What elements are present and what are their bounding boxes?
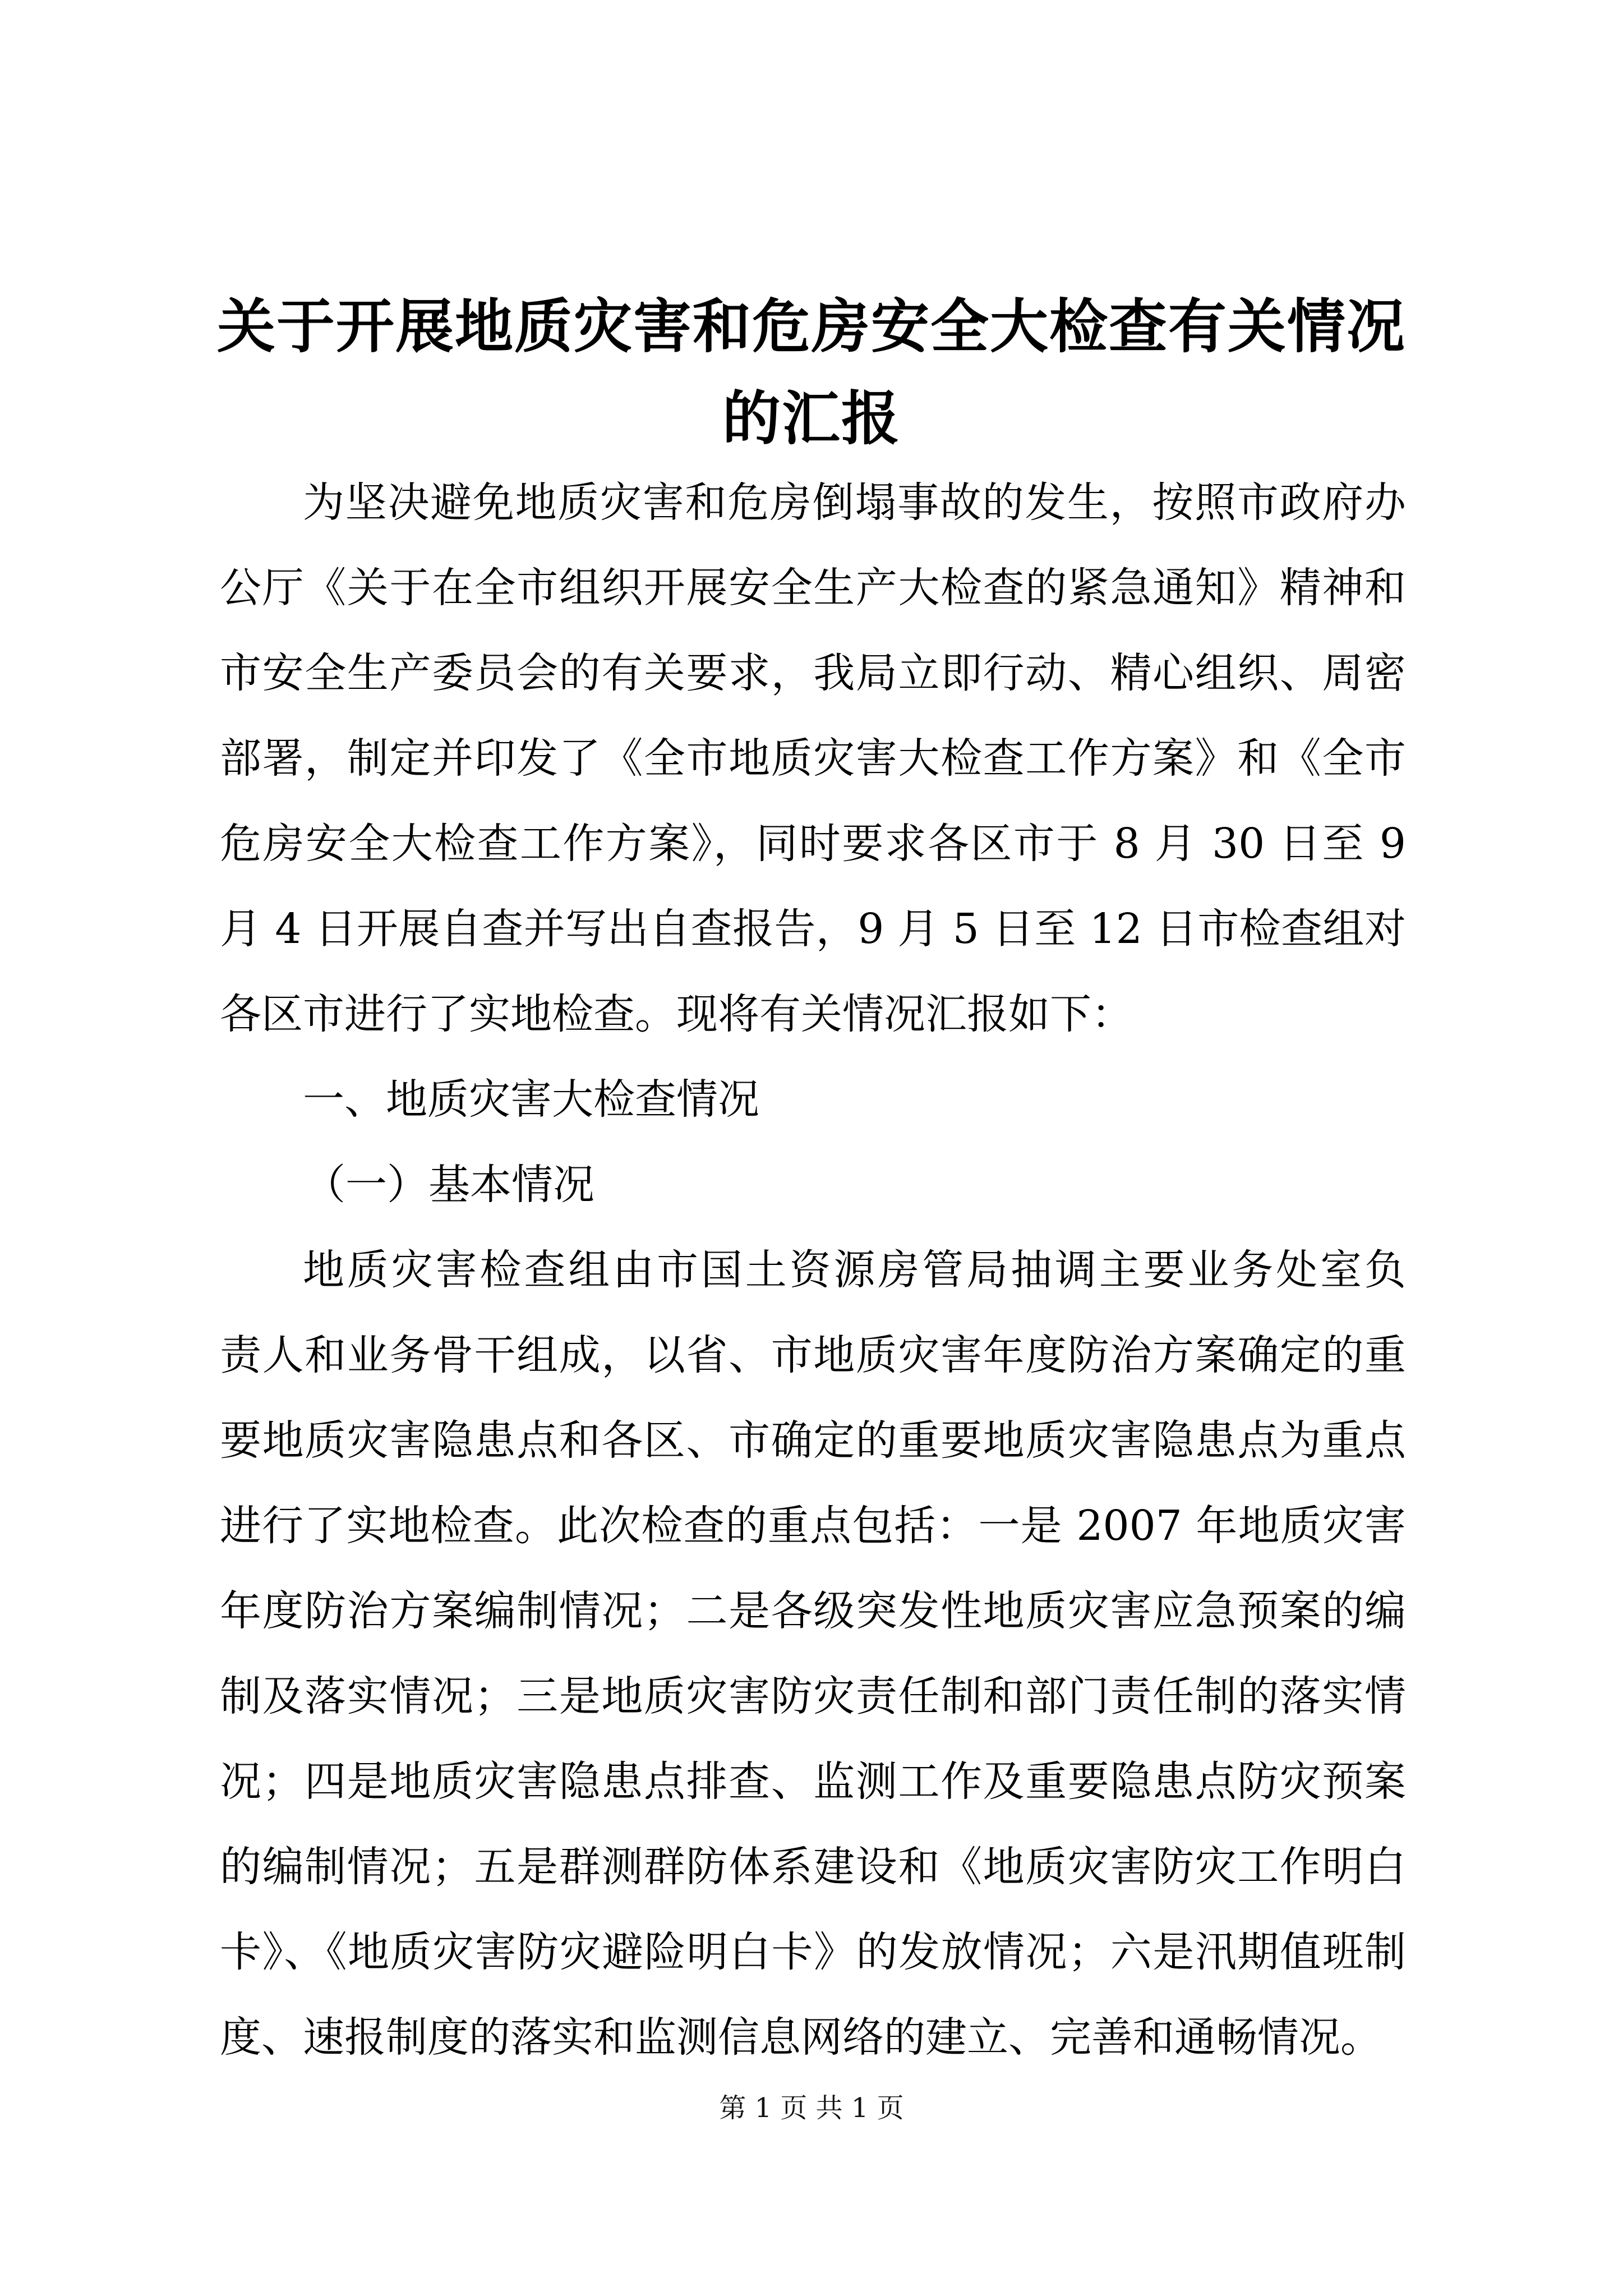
document-title (213, 280, 1410, 464)
section-heading-1: 一、地质灾害大检查情况 (303, 1075, 759, 1124)
title-line-1: 关于开展地质灾害和危房安全大检查有关情况 (216, 292, 1406, 361)
paragraph-inspection-line-7: 况；四是地质灾害隐患点排查、监测工作及重要隐患点防灾预案 (220, 1757, 1406, 1806)
document-body (220, 460, 1406, 2080)
paragraph-inspection-line-3: 要地质灾害隐患点和各区、市确定的重要地质灾害隐患点为重点 (220, 1416, 1406, 1465)
paragraph-inspection-line-5: 年度防治方案编制情况；二是各级突发性地质灾害应急预案的编 (220, 1587, 1406, 1635)
paragraph-inspection-line-4: 进行了实地检查。此次检查的重点包括：一是 2007 年地质灾害 (220, 1502, 1406, 1550)
paragraph-intro-line-6: 月 4 日开展自查并写出自查报告，9 月 5 日至 12 日市检查组对 (220, 905, 1406, 953)
page-footer: 第 1 页 共 1 页 (719, 2092, 904, 2124)
paragraph-intro-line-1: 为坚决避免地质灾害和危房倒塌事故的发生，按照市政府办 (303, 478, 1406, 527)
paragraph-intro-line-2: 公厅《关于在全市组织开展安全生产大检查的紧急通知》精神和 (220, 564, 1406, 612)
paragraph-intro-line-4: 部署，制定并印发了《全市地质灾害大检查工作方案》和《全市 (220, 734, 1406, 783)
paragraph-inspection-line-9: 卡》、《地质灾害防灾避险明白卡》的发放情况；六是汛期值班制 (220, 1928, 1406, 1976)
title-line-2: 的汇报 (722, 384, 901, 453)
paragraph-inspection-line-10: 度、速报制度的落实和监测信息网络的建立、完善和通畅情况。 (220, 2013, 1382, 2062)
paragraph-inspection-line-1: 地质灾害检查组由市国土资源房管局抽调主要业务处室负 (303, 1246, 1406, 1294)
paragraph-inspection-line-6: 制及落实情况；三是地质灾害防灾责任制和部门责任制的落实情 (220, 1672, 1406, 1720)
paragraph-intro-line-3: 市安全生产委员会的有关要求，我局立即行动、精心组织、周密 (220, 649, 1406, 697)
paragraph-inspection-line-8: 的编制情况；五是群测群防体系建设和《地质灾害防灾工作明白 (220, 1843, 1406, 1891)
paragraph-intro-line-5: 危房安全大检查工作方案》，同时要求各区市于 8 月 30 日至 9 (220, 820, 1406, 868)
paragraph-intro-line-7: 各区市进行了实地检查。现将有关情况汇报如下： (220, 990, 1133, 1038)
subsection-heading-1: （一）基本情况 (304, 1161, 594, 1209)
paragraph-inspection-line-2: 责人和业务骨干组成，以省、市地质灾害年度防治方案确定的重 (220, 1331, 1406, 1379)
